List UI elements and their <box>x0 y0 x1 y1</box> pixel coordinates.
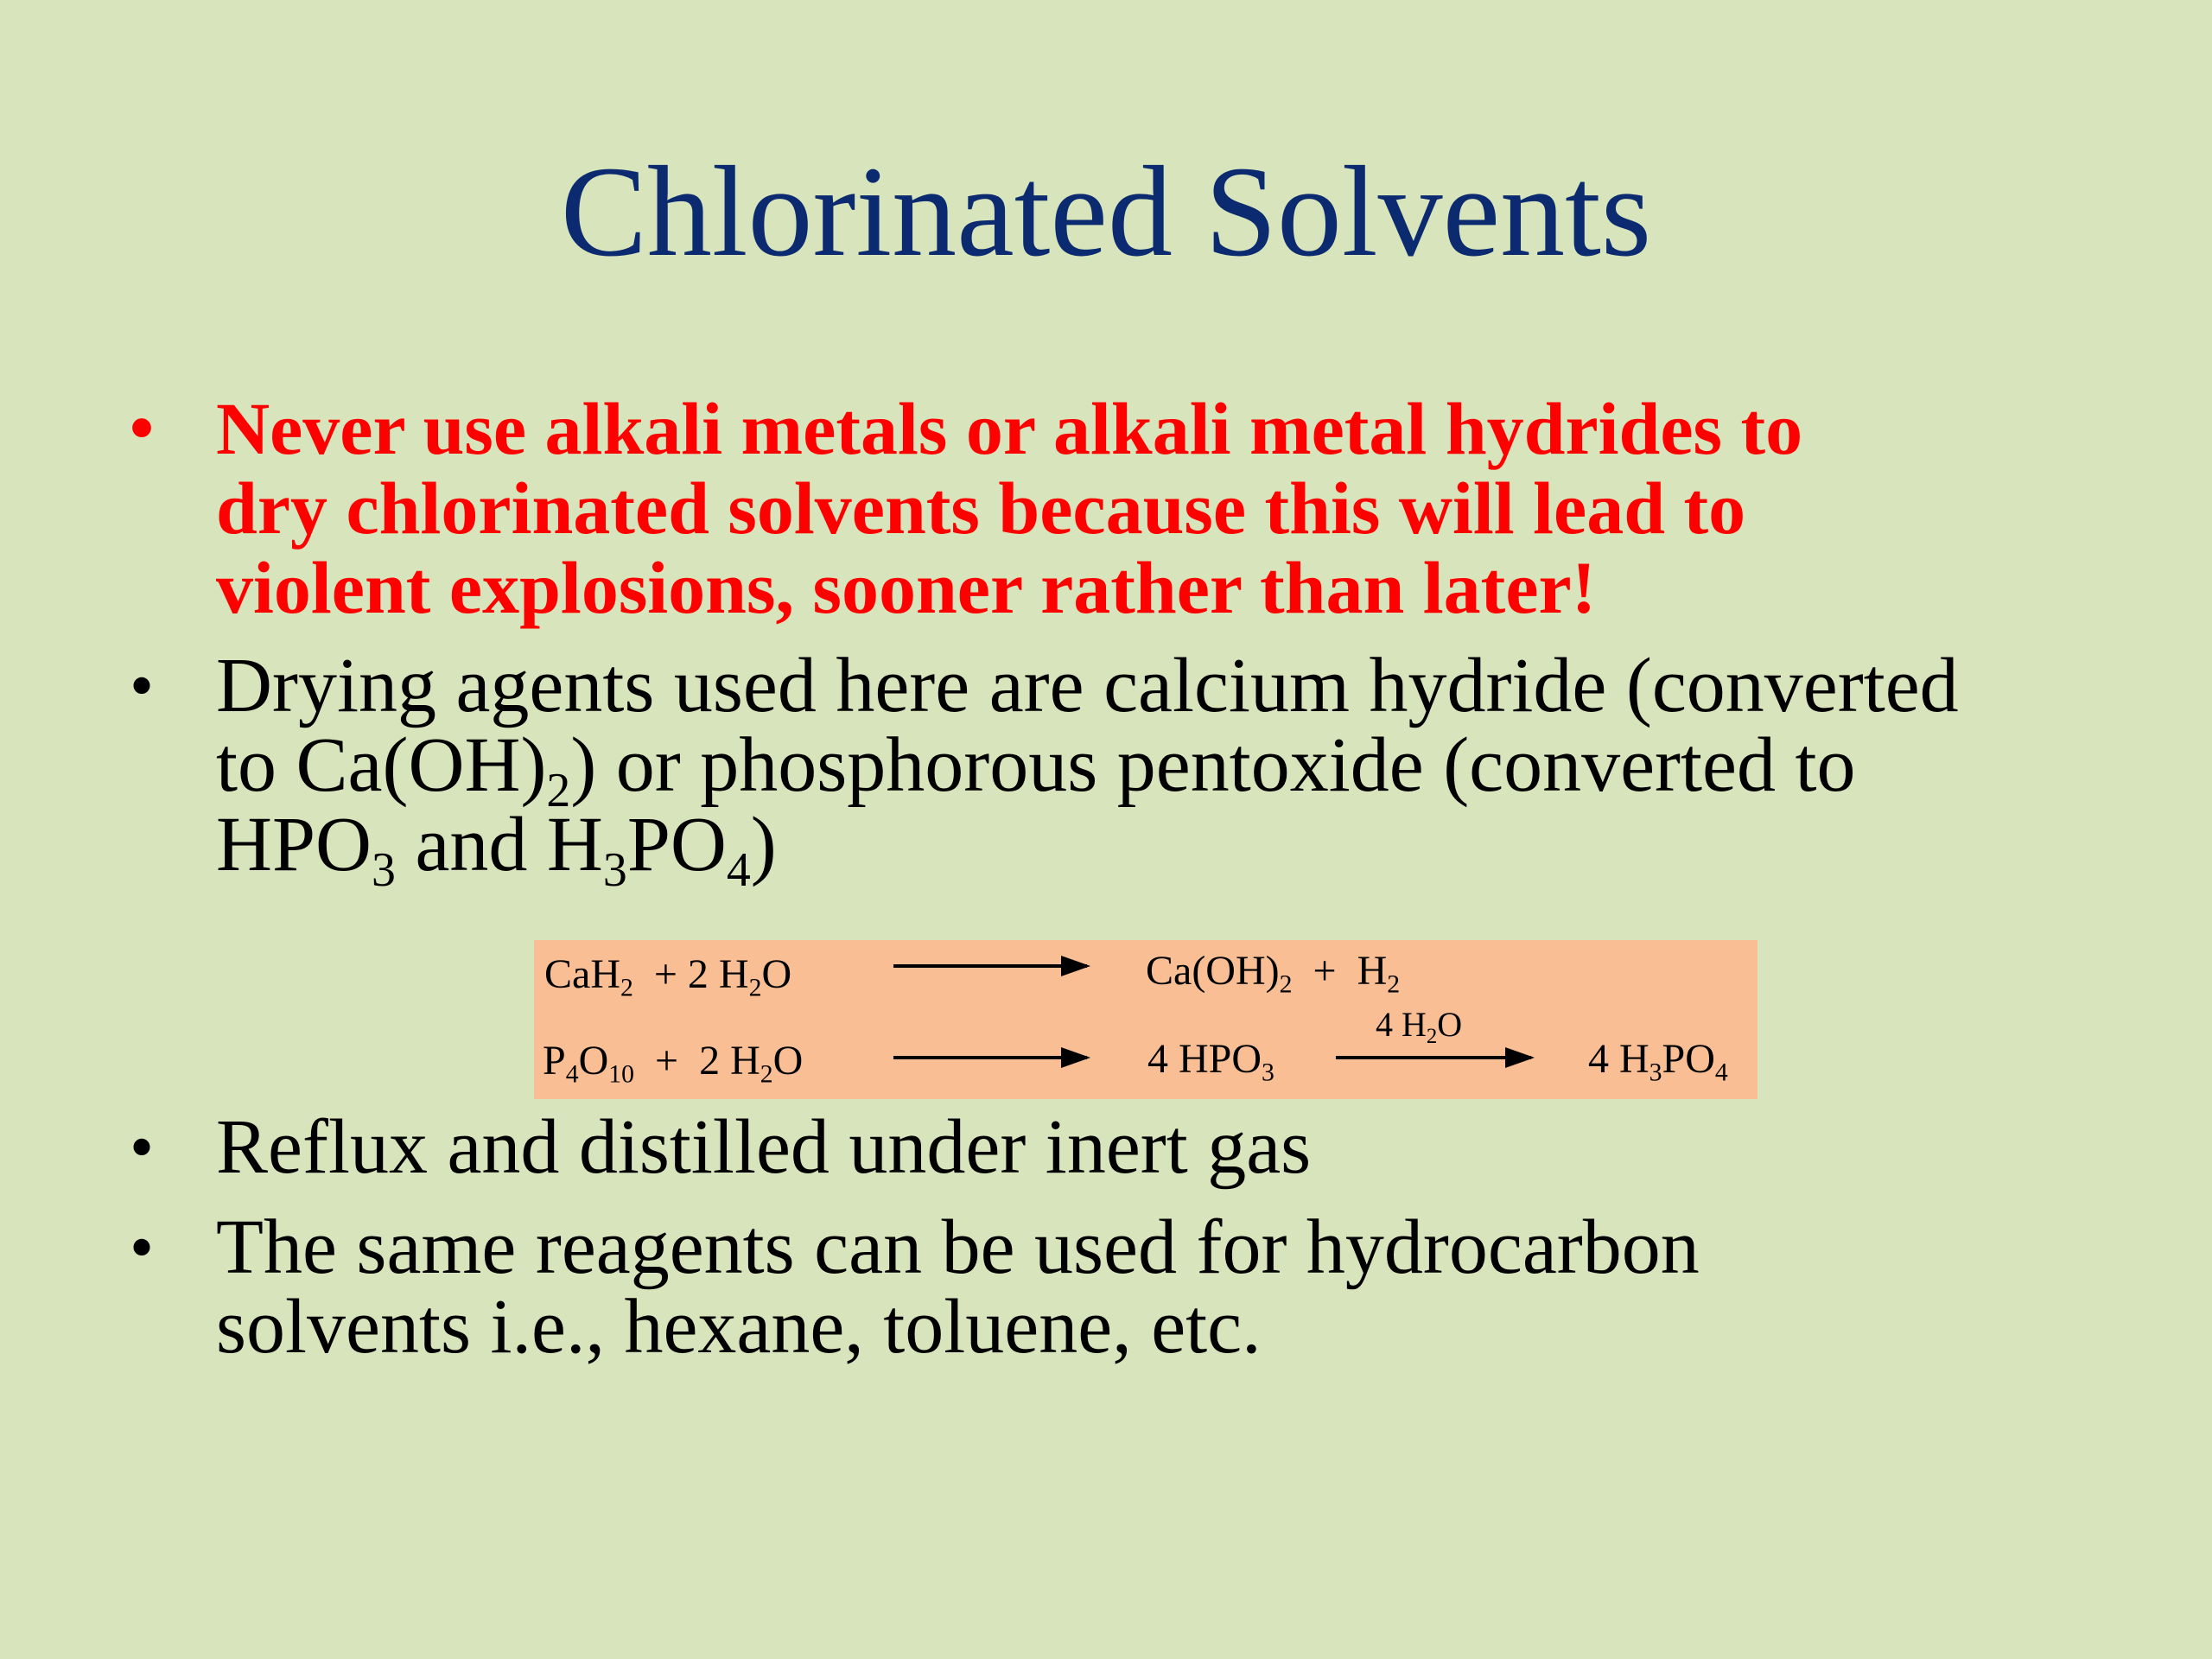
bullet-list-lower <box>130 1104 2117 1370</box>
formula-text: PO <box>1662 1036 1715 1082</box>
subscript: 3 <box>372 842 396 897</box>
formula-text: O <box>761 951 792 997</box>
subscript: 2 <box>620 973 633 1002</box>
drying-text: PO <box>626 802 727 887</box>
subscript: 2 <box>748 973 762 1002</box>
formula-text: 4 HPO <box>1147 1036 1262 1082</box>
subscript: 2 <box>1279 969 1293 999</box>
drying-line-1: Drying agents used here are calcium hydride (converted <box>216 643 1959 728</box>
formula-text: CaH <box>544 951 620 997</box>
drying-text: ) or phosphorous pentoxide (converted to <box>570 722 1856 808</box>
reaction-arrow-icon <box>893 964 1087 968</box>
drying-text: and H <box>395 802 603 887</box>
formula-text: + H <box>1292 948 1388 994</box>
same-reagents-line-2: solvents i.e., hexane, toluene, etc. <box>216 1284 1262 1370</box>
subscript: 3 <box>1262 1058 1274 1087</box>
equation-1-products <box>1146 948 1401 999</box>
bullet-dot: • <box>130 1109 155 1185</box>
bullet-dot: • <box>130 391 155 467</box>
equation-2-reactants <box>543 1038 804 1089</box>
drying-text: ) <box>750 802 777 887</box>
subscript: 3 <box>602 842 627 897</box>
reaction-equations-box <box>534 940 1758 1099</box>
formula-text: 4 H <box>1588 1036 1649 1082</box>
drying-text: HPO <box>216 802 372 887</box>
reaction-arrow-icon <box>893 1056 1087 1059</box>
formula-text: Ca(OH) <box>1146 948 1280 994</box>
equation-1-reactants <box>544 951 792 1002</box>
formula-text: + 2 H <box>634 1038 760 1084</box>
bullet-warning <box>130 389 2117 627</box>
bullet-reflux <box>130 1104 2117 1190</box>
equation-2-intermediate <box>1147 1036 1274 1087</box>
warning-line-2: dry chlorinated solvents because this will lead to <box>216 467 1746 550</box>
bullet-drying-agents <box>130 643 2117 897</box>
bullet-list-upper <box>130 387 2117 897</box>
formula-text: P <box>543 1038 566 1084</box>
reflux-text: Reflux and distilled under inert gas <box>216 1104 1312 1190</box>
formula-text: O <box>772 1038 804 1084</box>
subscript: 4 <box>565 1059 579 1089</box>
warning-line-3: violent explosions, sooner rather than later! <box>216 546 1597 629</box>
subscript: 2 <box>546 763 571 817</box>
drying-text: to Ca(OH) <box>216 722 547 808</box>
bullet-dot: • <box>130 648 155 724</box>
subscript: 4 <box>1714 1058 1728 1087</box>
subscript: 2 <box>1387 969 1401 999</box>
same-reagents-line-1: The same reagents can be used for hydrocarbon <box>216 1205 1700 1290</box>
drying-line-3 <box>216 802 2117 897</box>
slide-title: Chlorinated Solvents <box>560 140 1652 283</box>
formula-text: O <box>578 1038 609 1084</box>
drying-line-2 <box>216 722 2117 817</box>
warning-line-1: Never use alkali metals or alkali metal hydrides to <box>216 387 1803 470</box>
bullet-same-reagents <box>130 1205 2117 1370</box>
equation-2-products <box>1588 1036 1728 1087</box>
subscript: 3 <box>1649 1058 1662 1087</box>
subscript: 10 <box>608 1059 634 1089</box>
subscript: 2 <box>1426 1024 1438 1048</box>
equation-2-reagent <box>1376 1005 1463 1048</box>
formula-text: 4 H <box>1376 1005 1427 1044</box>
subscript: 4 <box>726 842 751 897</box>
formula-text: O <box>1437 1005 1463 1044</box>
formula-text: + 2 H <box>632 951 749 997</box>
bullet-dot: • <box>130 1210 155 1286</box>
subscript: 2 <box>760 1059 773 1089</box>
reaction-arrow-icon <box>1336 1056 1531 1059</box>
